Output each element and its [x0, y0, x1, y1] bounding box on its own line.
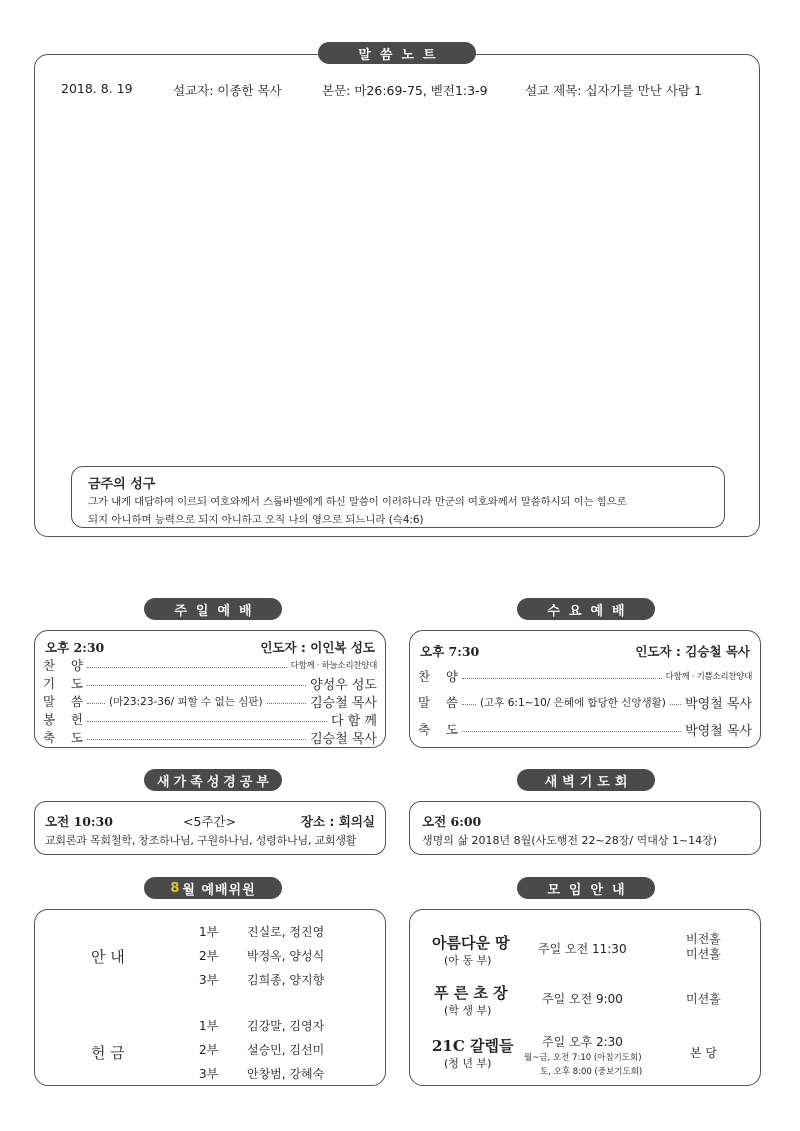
new-family-study-box — [34, 801, 386, 855]
dawn-time: 오전 6:00 — [422, 814, 482, 829]
order-value: 다함께 · 기쁨소리찬양대 — [665, 672, 752, 682]
order-value: 박영철 목사 — [685, 696, 752, 712]
committee-part: 1부 — [199, 1019, 219, 1033]
sunday-time: 오후 2:30 — [45, 640, 105, 655]
meeting-time: 주일 오전 9:00 — [542, 992, 623, 1006]
meeting-place: 본 당 — [690, 1046, 717, 1060]
meeting-sub: (학 생 부) — [444, 1004, 492, 1017]
sermon-date: 2018. 8. 19 — [61, 81, 133, 96]
committee-part: 3부 — [199, 973, 219, 987]
order-value: 다함께 · 하늘소리찬양대 — [290, 661, 377, 671]
order-label: 말 — [418, 695, 431, 710]
order-value: 김승철 목사 — [310, 731, 377, 747]
committee-part: 3부 — [199, 1067, 219, 1081]
committee-names: 설승민, 김선미 — [247, 1043, 325, 1057]
order-label: 축 — [43, 730, 56, 745]
order-label: 양 — [445, 669, 458, 684]
order-label: 헌 — [70, 712, 83, 727]
weekly-verse-box — [71, 466, 725, 528]
sermon-title: 설교 제목: 십자가를 만난 사람 1 — [525, 83, 702, 98]
order-value: 양성우 성도 — [310, 677, 377, 693]
dawn-prayer-box — [409, 801, 761, 855]
order-label: 씀 — [445, 695, 458, 710]
order-label: 찬 — [418, 669, 431, 684]
wednesday-time: 오후 7:30 — [420, 644, 480, 659]
committee-names: 김희종, 양지향 — [247, 973, 325, 987]
order-label: 봉 — [43, 712, 56, 727]
order-row — [43, 710, 377, 728]
committee-guide-label: 안 내 — [91, 948, 125, 966]
meeting-place: 미션홀 — [686, 992, 721, 1006]
worship-committee-box — [34, 909, 386, 1086]
sermon-preacher: 설교자: 이종한 목사 — [173, 83, 282, 98]
committee-month: 8 — [170, 880, 181, 896]
meetings-title: 모임안내 — [517, 877, 655, 899]
order-row — [418, 720, 752, 738]
committee-part: 1부 — [199, 925, 219, 939]
weekly-verse-line: 그가 내게 대답하여 이르되 여호와께서 스룹바벨에게 하신 말씀이 이러하니라 만군의 여호와께서 말씀하시되 이는 힘으로 — [88, 496, 627, 508]
committee-names: 안창범, 강혜숙 — [247, 1067, 325, 1081]
order-row — [43, 692, 377, 710]
meeting-time: 주일 오후 2:30 — [542, 1035, 623, 1049]
committee-names: 박정옥, 양성식 — [247, 949, 325, 963]
meeting-sub: (청 년 부) — [444, 1057, 492, 1070]
order-label: 말 — [43, 694, 56, 709]
new-family-place: 장소 : 회의실 — [300, 814, 375, 829]
meeting-name: 21C 갈렙들 — [432, 1037, 514, 1055]
meeting-extra: 월~금, 오전 7:10 (아침기도회) — [524, 1053, 642, 1063]
order-label: 기 — [43, 676, 56, 691]
order-label: 찬 — [43, 658, 56, 673]
order-label: 도 — [70, 730, 83, 745]
sunday-worship-box — [34, 630, 386, 748]
committee-names: 진실로, 정진영 — [247, 925, 325, 939]
meeting-place: 비전홀 미션홀 — [686, 932, 721, 961]
meeting-name: 아름다운 땅 — [432, 934, 510, 952]
order-label: 도 — [445, 722, 458, 737]
order-value: 김승철 목사 — [310, 695, 377, 711]
committee-names: 김강말, 김영자 — [247, 1019, 325, 1033]
meeting-name: 푸 른 초 장 — [434, 984, 508, 1002]
order-row — [418, 667, 752, 685]
sunday-worship-title: 주일예배 — [144, 598, 282, 620]
order-value: 박영철 목사 — [685, 723, 752, 739]
wednesday-worship-title: 수요예배 — [517, 598, 655, 620]
meeting-time: 주일 오전 11:30 — [538, 942, 627, 956]
order-row — [43, 728, 377, 746]
new-family-time: 오전 10:30 — [45, 814, 113, 829]
meetings-box — [409, 909, 761, 1086]
committee-part: 2부 — [199, 949, 219, 963]
order-value: 다 함 께 — [331, 713, 377, 729]
wednesday-worship-box — [409, 630, 761, 748]
order-label: 양 — [70, 658, 83, 673]
new-family-study-title: 새가족성경공부 — [144, 769, 282, 791]
worship-committee-title: 8 월 예배위원 — [144, 877, 282, 899]
sermon-scripture: 본문: 마26:69-75, 벧전1:3-9 — [322, 83, 488, 98]
sermon-note-box — [34, 54, 760, 537]
sunday-leader: 인도자 : 이인복 성도 — [260, 640, 375, 655]
order-row — [418, 693, 752, 711]
dawn-description: 생명의 삶 2018년 8월(사도행전 22~28장/ 역대상 1~14장) — [422, 834, 718, 847]
weekly-verse-line: 되지 아니하며 능력으로 되지 아니하고 오직 나의 영으로 되느니라 (슥4:6) — [88, 514, 424, 526]
weekly-verse-heading: 금주의 성구 — [88, 477, 156, 492]
committee-part: 2부 — [199, 1043, 219, 1057]
order-row — [43, 656, 377, 674]
order-note: (고후 6:1~10/ 은혜에 합당한 신앙생활) — [480, 696, 666, 709]
order-label: 축 — [418, 722, 431, 737]
sermon-note-title: 말씀노트 — [318, 42, 476, 64]
order-label: 씀 — [70, 694, 83, 709]
order-label: 도 — [70, 676, 83, 691]
wednesday-leader: 인도자 : 김승철 목사 — [635, 644, 750, 659]
order-row — [43, 674, 377, 692]
new-family-weeks: <5주간> — [183, 814, 237, 829]
new-family-topics: 교회론과 목회철학, 창조하나님, 구원하나님, 성령하나님, 교회생활 — [45, 834, 357, 847]
order-note: (마23:23-36/ 피할 수 없는 심판) — [109, 695, 263, 708]
committee-offering-label: 헌 금 — [91, 1044, 125, 1062]
meeting-sub: (아 동 부) — [444, 954, 492, 967]
dawn-prayer-title: 새벽기도회 — [517, 769, 655, 791]
meeting-extra: 토, 오후 8:00 (중보기도회) — [540, 1067, 643, 1077]
